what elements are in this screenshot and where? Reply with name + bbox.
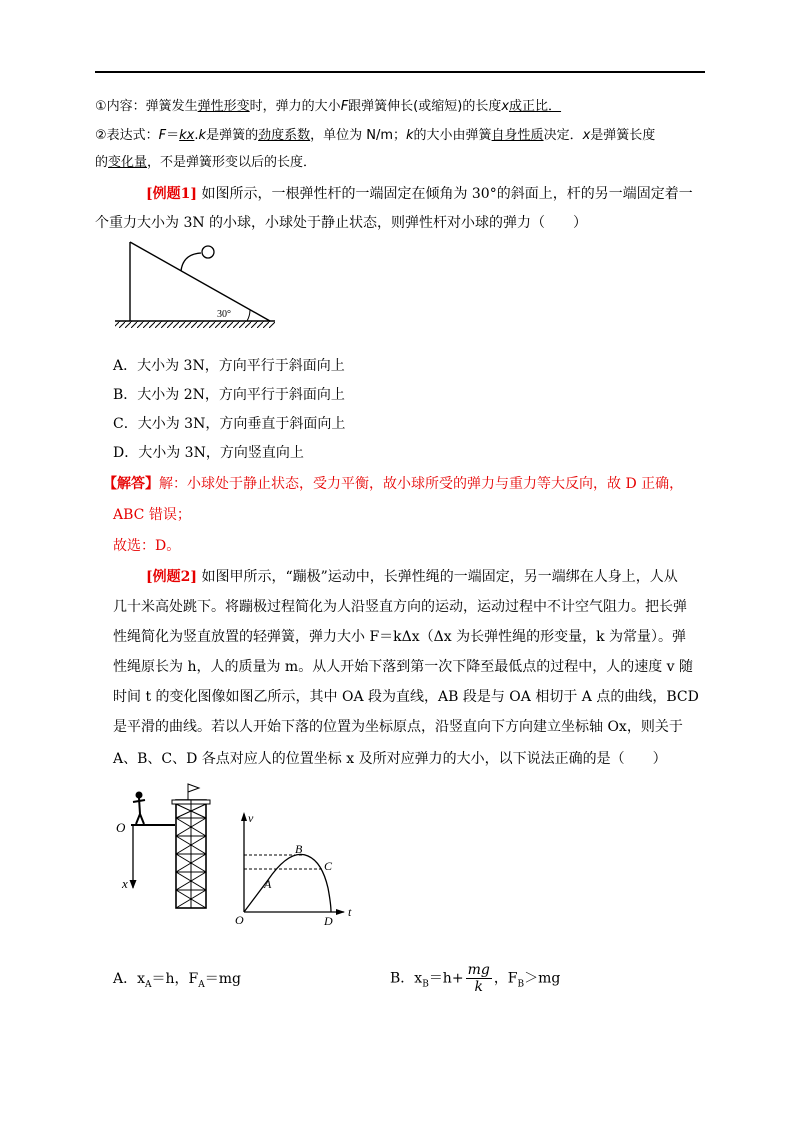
- answer-line3: 故选：D。: [113, 538, 181, 554]
- law-variation-line: 的变化量，不是弹簧形变以后的长度．: [95, 155, 317, 170]
- example1-stem-line1: [例题1] 如图所示，一根弹性杆的一端固定在倾角为 30°的斜面上，杆的另一端固定着一: [146, 186, 693, 202]
- t-axis-arrow: [336, 909, 345, 915]
- person-body: [133, 798, 145, 824]
- example2-stem-line3: 性绳简化为竖直放置的轻弹簧，弹力大小 F＝kΔx（Δx 为长弹性绳的形变量，k 为常量）。弹: [113, 629, 687, 645]
- velocity-curve: [244, 854, 331, 912]
- x-axis-arrow: [130, 880, 137, 889]
- example2-option-b: B．$x_B=h+$ $\frac{mg}{k}$ ，$F_B>mg$: [390, 962, 561, 995]
- law-expression-line: ②表达式：F＝kx.k是弹簧的劲度系数，单位为 N/m；k的大小由弹簧自身性质决定．x是弹簧长度: [95, 128, 656, 143]
- point-b-label: B: [295, 842, 303, 856]
- example1-stem-line2: 个重力大小为 3N 的小球，小球处于静止状态，则弹性杆对小球的弹力（ ）: [95, 215, 588, 231]
- law-content-line: ①内容：弹簧发生弹性形变时，弹力的大小F跟弹簧伸长(或缩短)的长度x成正比．: [95, 99, 562, 114]
- small-ball: [202, 246, 214, 258]
- velocity-time-figure: [232, 808, 367, 928]
- option-b: B．大小为 2N，方向平行于斜面向上: [113, 387, 345, 403]
- answer-label: 【解答】: [103, 476, 159, 492]
- example2-stem-line5: 时间 t 的变化图像如图乙所示，其中 OA 段为直线，AB 段是与 OA 相切于 A 点的曲线，BCD: [113, 689, 699, 705]
- bungee-tower-figure: [113, 780, 218, 915]
- example2-stem-line2: 几十米高处跳下。将蹦极过程简化为人沿竖直方向的运动，运动过程中不计空气阻力。把长弹: [113, 599, 687, 615]
- header-rule: [95, 71, 705, 73]
- elastic-rod: [181, 253, 201, 271]
- person-head: [136, 792, 143, 799]
- x-axis-label: x: [122, 876, 128, 891]
- example2-option-a: A．$x_A=h$，$F_A=mg$: [113, 971, 241, 990]
- ground-hatch: [115, 321, 275, 328]
- v-axis-label: v: [248, 811, 254, 825]
- v-axis-arrow: [241, 812, 247, 821]
- tower-lattice: [176, 800, 206, 908]
- option-c: C．大小为 3N，方向垂直于斜面向上: [113, 416, 346, 432]
- example2-stem-line6: 是平滑的曲线。若以人开始下落的位置为坐标原点，沿竖直向下方向建立坐标轴 Ox，则关于: [113, 719, 683, 735]
- example2-stem-line7: A、B、C、D 各点对应人的位置坐标 x 及所对应弹力的大小，以下说法正确的是（ ）: [113, 751, 667, 767]
- fraction-mg-over-k: $\frac{mg}{k}$: [467, 962, 490, 995]
- angle-label: 30°: [217, 309, 231, 320]
- point-a-label: A: [264, 877, 272, 891]
- option-d: D．大小为 3N，方向竖直向上: [113, 445, 304, 461]
- option-a: A．大小为 3N，方向平行于斜面向上: [113, 358, 345, 374]
- answer-line1: 【解答】解：小球处于静止状态，受力平衡，故小球所受的弹力与重力等大反向，故 D 正确，: [103, 476, 684, 492]
- answer-line2: ABC 错误；: [113, 507, 191, 523]
- incline-figure: [113, 238, 283, 330]
- example2-stem-line4: 性绳原长为 h，人的质量为 m。从人开始下落到第一次下降至最低点的过程中，人的速度 v 随: [113, 659, 693, 675]
- angle-arc: [247, 310, 250, 321]
- incline-slope: [130, 242, 270, 321]
- point-c-label: C: [324, 859, 333, 873]
- point-o-label: O: [235, 913, 244, 927]
- example2-stem-line1: [例题2] 如图甲所示，“蹦极”运动中，长弹性绳的一端固定，另一端绑在人身上，人从: [146, 569, 678, 585]
- example1-label: [例题1]: [146, 186, 197, 202]
- flag: [188, 784, 199, 792]
- example2-label: [例题2]: [146, 569, 197, 585]
- origin-label: O: [116, 820, 126, 835]
- t-axis-label: t: [348, 905, 352, 919]
- point-d-label: D: [324, 914, 333, 928]
